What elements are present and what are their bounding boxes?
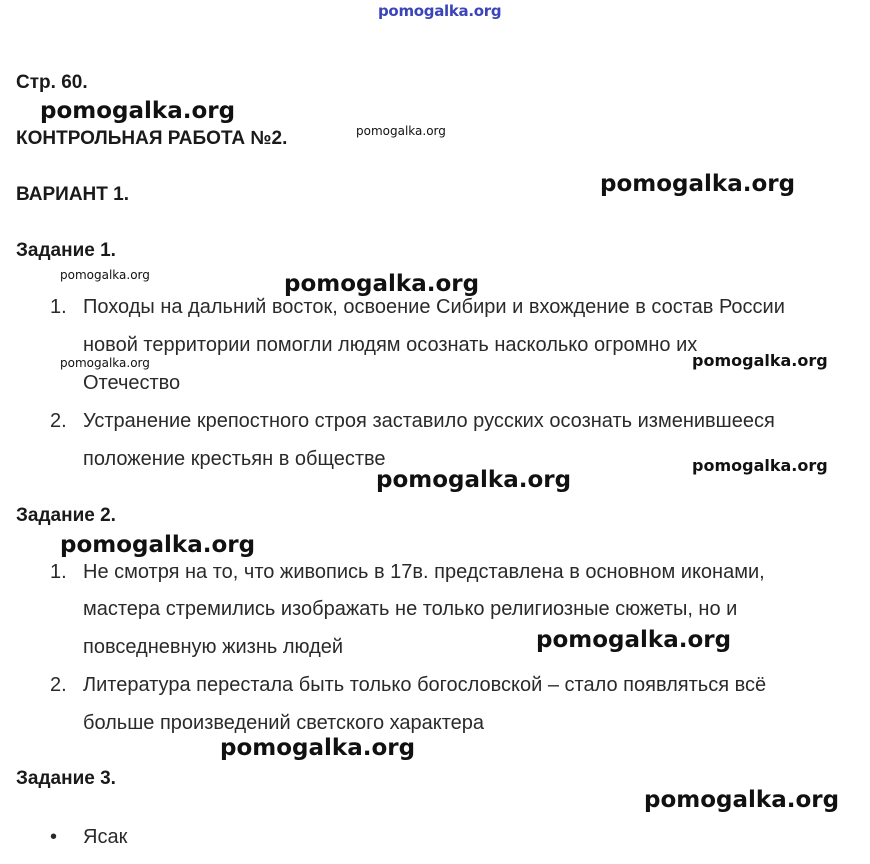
task3-title: Задание 3. — [16, 768, 116, 789]
list-item-number: 2. — [50, 410, 67, 432]
watermark: pomogalka.org — [692, 456, 828, 475]
watermark: pomogalka.org — [644, 787, 840, 813]
list-item-line: больше произведений светского характера — [83, 712, 485, 734]
watermark: pomogalka.org — [60, 356, 150, 370]
work-title: КОНТРОЛЬНАЯ РАБОТА №2. — [16, 128, 288, 149]
list-item-number: 1. — [50, 296, 67, 318]
list-item-line: мастера стремились изображать не только религиозные сюжеты, но и — [83, 598, 738, 620]
watermark: pomogalka.org — [692, 351, 828, 370]
page-label: Стр. 60. — [16, 72, 88, 93]
list-item-line: Отечество — [83, 372, 181, 394]
list-item-number: 1. — [50, 561, 67, 583]
watermark: pomogalka.org — [220, 735, 416, 761]
watermark: pomogalka.org — [60, 268, 150, 282]
task2-title: Задание 2. — [16, 505, 116, 526]
list-item-line: Походы на дальний восток, освоение Сибири и вхождение в состав России — [83, 296, 785, 318]
bullet-item: Ясак — [83, 826, 128, 848]
list-item-line: Устранение крепостного строя заставило русских осознать изменившееся — [83, 410, 775, 432]
watermark: pomogalka.org — [600, 171, 796, 197]
bullet-icon: • — [50, 826, 58, 848]
watermark: pomogalka.org — [376, 467, 572, 493]
list-item-line: Литература перестала быть только богословской – стало появляться всё — [83, 674, 767, 696]
task1-title: Задание 1. — [16, 240, 116, 261]
watermark: pomogalka.org — [40, 98, 236, 124]
watermark-top[interactable]: pomogalka.org — [378, 2, 502, 20]
list-item-line: повседневную жизнь людей — [83, 636, 344, 658]
variant-heading: ВАРИАНТ 1. — [16, 184, 129, 205]
list-item-line: положение крестьян в обществе — [83, 448, 386, 470]
list-item-line: Не смотря на то, что живопись в 17в. представлена в основном иконами, — [83, 561, 765, 583]
watermark: pomogalka.org — [60, 532, 256, 558]
list-item-line: новой территории помогли людям осознать насколько огромно их — [83, 334, 698, 356]
watermark: pomogalka.org — [356, 124, 446, 138]
watermark: pomogalka.org — [284, 271, 480, 297]
list-item-number: 2. — [50, 674, 67, 696]
watermark: pomogalka.org — [536, 627, 732, 653]
